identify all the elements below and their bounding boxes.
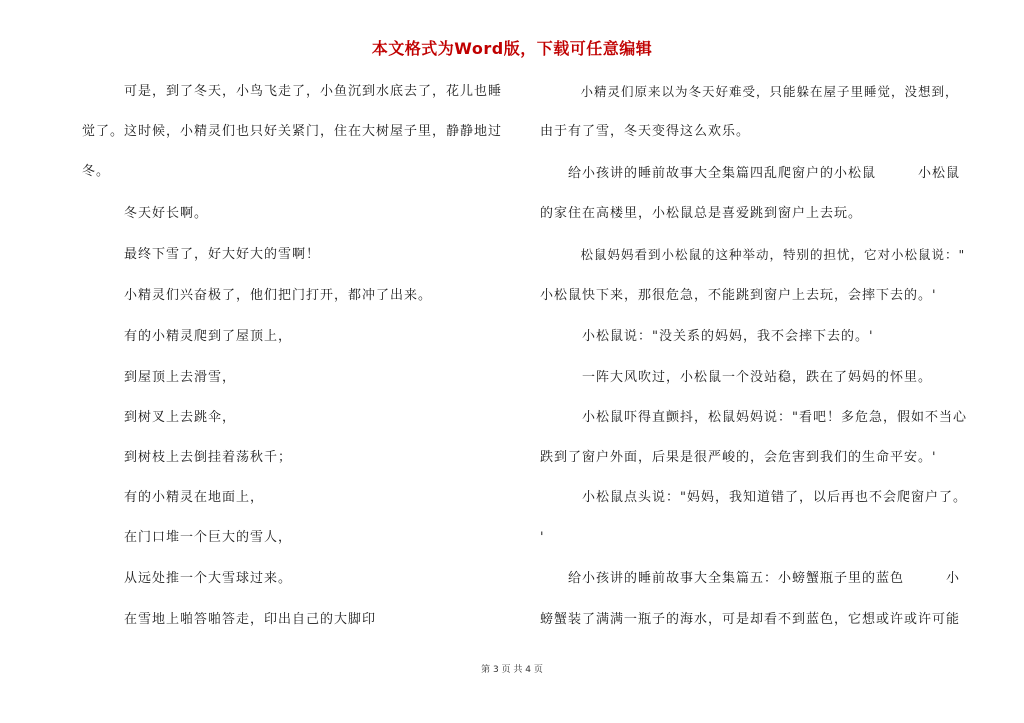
text-line: 觉了。这时候，小精灵们也只好关紧门，住在大树屋子里，静静地过 — [82, 124, 503, 139]
text-line: 冬。 — [82, 164, 111, 179]
text-line: 小松鼠点头说："妈妈，我知道错了，以后再也不会爬窗户了。 — [540, 490, 967, 505]
text-line: 最终下雪了，好大好大的雪啊！ — [82, 247, 321, 262]
text-line: 小松鼠快下来，那很危急，不能跳到窗户上去玩，会摔下去的。' — [540, 288, 937, 303]
text-line: 到屋顶上去滑雪， — [82, 370, 237, 385]
text-line: 有的小精灵爬到了屋顶上， — [82, 329, 293, 344]
text-line: 小松鼠说："没关系的妈妈，我不会摔下去的。' — [540, 329, 874, 344]
text-line: 有的小精灵在地面上， — [82, 490, 265, 505]
text-line: 小精灵们兴奋极了，他们把门打开，都冲了出来。 — [82, 288, 433, 303]
text-line: 可是，到了冬天，小鸟飞走了，小鱼沉到水底去了，花儿也睡 — [82, 84, 503, 99]
text-line: 小松鼠吓得直颤抖，松鼠妈妈说："看吧！多危急，假如不当心 — [540, 410, 967, 425]
text-line: 螃蟹装了满满一瓶子的海水，可是却看不到蓝色，它想或许或许可能 — [540, 612, 961, 627]
text-line: 的家住在高楼里，小松鼠总是喜爱跳到窗户上去玩。 — [540, 206, 863, 221]
text-line: ' — [540, 530, 545, 545]
text-line: 跌到了窗户外面，后果是很严峻的，会危害到我们的生命平安。' — [540, 450, 937, 465]
text-line: 松鼠妈妈看到小松鼠的这种举动，特别的担忧，它对小松鼠说：" — [540, 247, 966, 262]
text-line: 到树枝上去倒挂着荡秋千； — [82, 450, 293, 465]
text-line: 给小孩讲的睡前故事大全集篇五：小螃蟹瓶子里的蓝色 小 — [540, 571, 961, 586]
text-line: 从远处推一个大雪球过来。 — [82, 571, 293, 586]
document-header-title: 本文格式为Word版，下载可任意编辑 — [371, 39, 653, 58]
page-number-footer: 第 3 页 共 4 页 — [481, 665, 543, 675]
text-line: 由于有了雪，冬天变得这么欢乐。 — [540, 124, 751, 139]
text-line: 到树叉上去跳伞， — [82, 410, 237, 425]
text-line: 一阵大风吹过，小松鼠一个没站稳，跌在了妈妈的怀里。 — [540, 370, 933, 385]
text-line: 在门口堆一个巨大的雪人， — [82, 530, 293, 545]
text-line: 在雪地上啪答啪答走，印出自己的大脚印 — [82, 612, 377, 627]
text-line: 小精灵们原来以为冬天好难受，只能躲在屋子里睡觉，没想到， — [540, 84, 959, 99]
text-line: 冬天好长啊。 — [82, 206, 209, 221]
text-line: 给小孩讲的睡前故事大全集篇四乱爬窗户的小松鼠 小松鼠 — [540, 166, 961, 181]
